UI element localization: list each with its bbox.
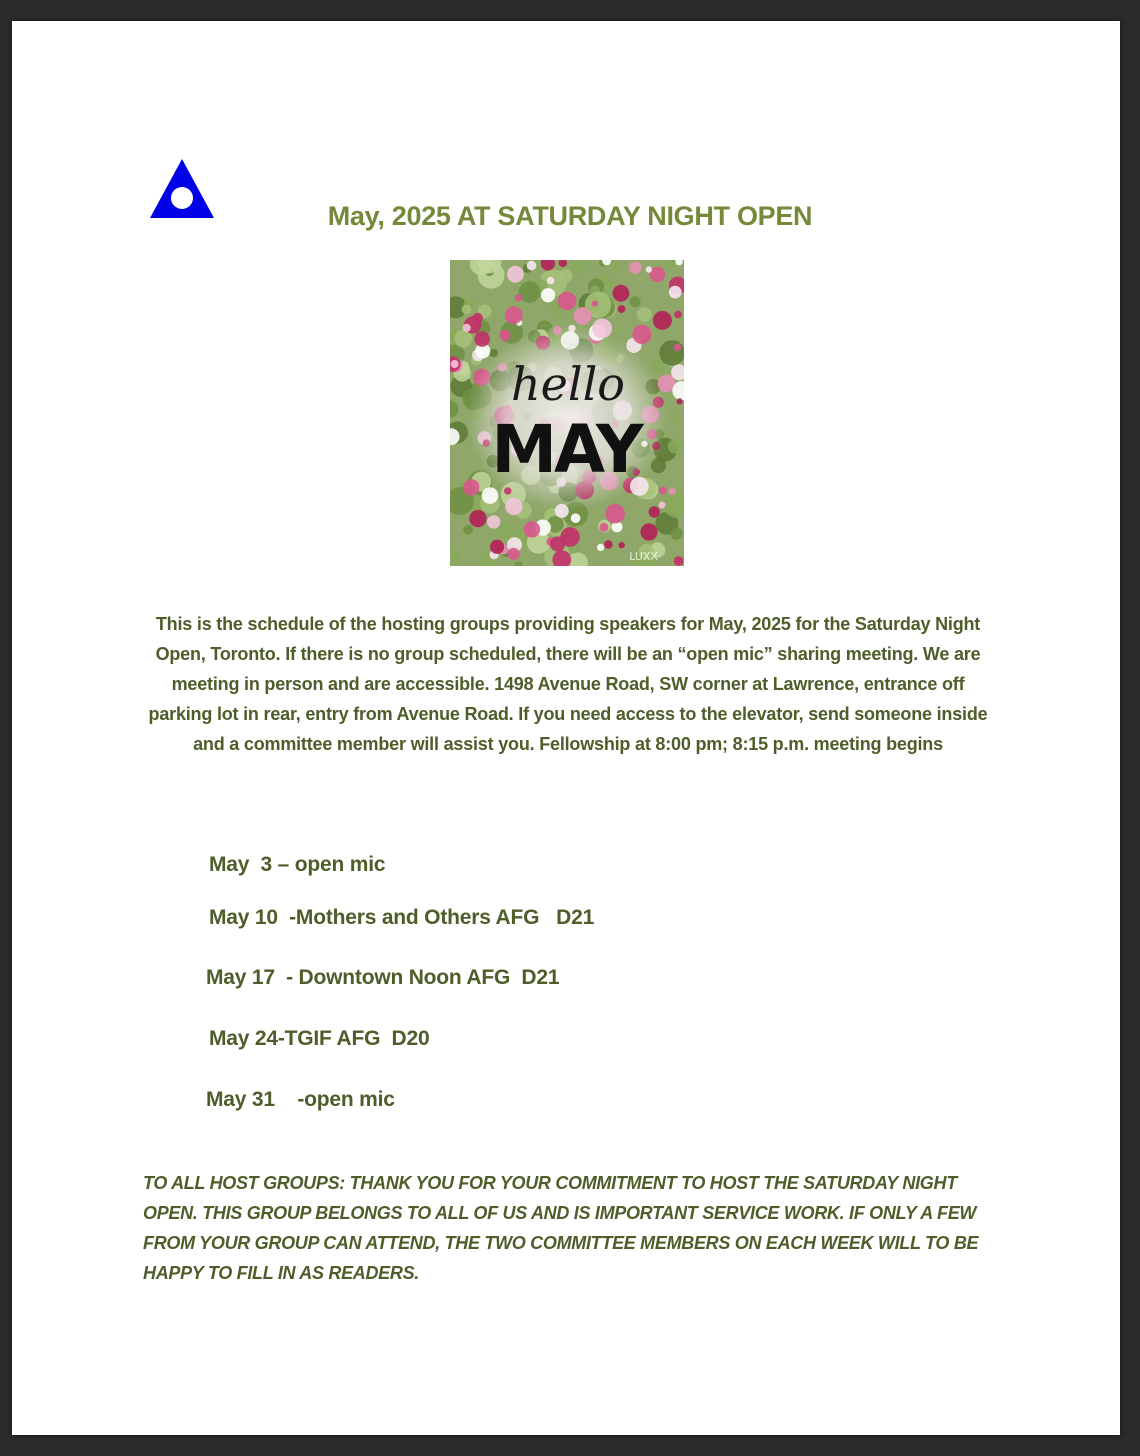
- closing-note: TO ALL HOST GROUPS: THANK YOU FOR YOUR COMMITMENT TO HOST THE SATURDAY NIGHT OPEN. THIS GROUP BELONGS TO ALL OF US AND IS IMPORTANT SERVICE WORK. IF ONLY A FEW FROM YOUR GROUP CAN ATTEND, THE TWO COMMITTEE MEMBERS ON EACH WEEK WILL TO BE HAPPY TO FILL IN AS READERS.: [143, 1173, 979, 1283]
- list-item: May 17 - Downtown Noon AFG D21: [206, 966, 560, 989]
- hello-may-flower-image: [450, 260, 684, 566]
- list-item: May 24-TGIF AFG D20: [209, 1027, 430, 1050]
- intro-paragraph: This is the schedule of the hosting groups providing speakers for May, 2025 for the Saturday Night Open, Toronto. If there is no group scheduled, there will be an “open mic” sharing meeting. We are meeting in person and are accessible. 1498 Avenue Road, SW corner at Lawrence, entrance off parking lot in rear, entry from Avenue Road. If you need access to the elevator, send someone inside and a committee member will assist you. Fellowship at 8:00 pm; 8:15 p.m. meeting begins: [148, 614, 988, 754]
- list-item: May 10 -Mothers and Others AFG D21: [209, 906, 595, 929]
- image-watermark: LUXX: [629, 550, 658, 563]
- hello-script-text: hello: [511, 357, 625, 411]
- list-item: May 3 – open mic: [209, 853, 386, 876]
- list-item: May 31 -open mic: [206, 1088, 395, 1111]
- page-title: May, 2025 AT SATURDAY NIGHT OPEN: [327, 201, 813, 231]
- may-block-text: MAY: [491, 411, 641, 488]
- document-page: [12, 21, 1120, 1435]
